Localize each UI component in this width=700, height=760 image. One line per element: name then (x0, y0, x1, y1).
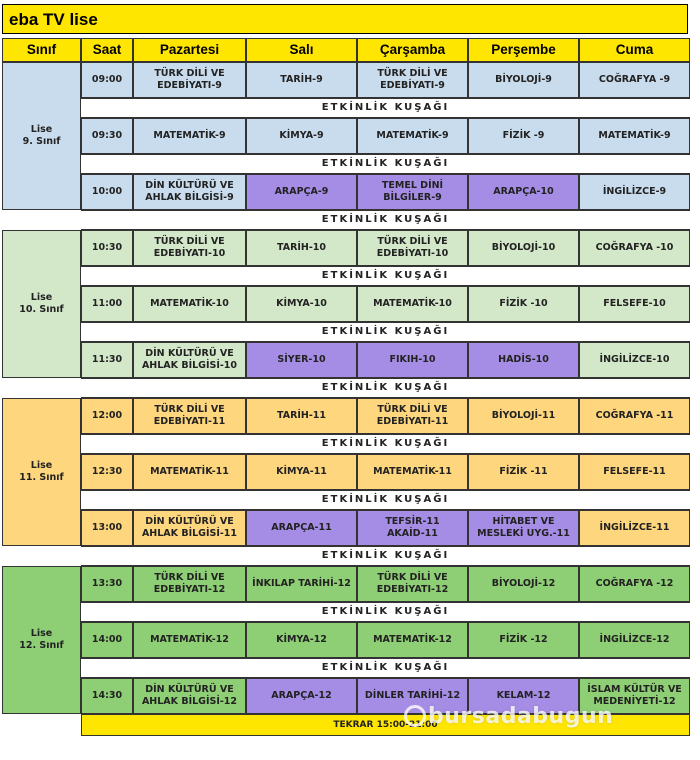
lesson-cell: ARAPÇA-11 (246, 510, 357, 546)
lesson-cell: İNGİLİZCE-9 (579, 174, 690, 210)
column-header: Çarşamba (357, 38, 468, 62)
lesson-cell: DİN KÜLTÜRÜ VE AHLAK BİLGİSİ-11 (133, 510, 246, 546)
tekrar-row: TEKRAR 15:00-21:00 (81, 714, 690, 736)
page-title: eba TV lise (2, 4, 688, 34)
time-cell: 09:00 (81, 62, 133, 98)
lesson-cell: TÜRK DİLİ VE EDEBİYATI-10 (357, 230, 468, 266)
break-strip: ETKİNLİK KUŞAĞI (81, 266, 690, 286)
lesson-cell: TÜRK DİLİ VE EDEBİYATI-9 (133, 62, 246, 98)
lesson-cell: KİMYA-9 (246, 118, 357, 154)
lesson-cell: FİZİK -10 (468, 286, 579, 322)
lesson-cell: MATEMATİK-9 (579, 118, 690, 154)
time-cell: 14:00 (81, 622, 133, 658)
lesson-cell: BİYOLOJİ-11 (468, 398, 579, 434)
watermark-text: bursadabugun (428, 704, 614, 729)
lesson-cell: FİZİK -11 (468, 454, 579, 490)
lesson-cell: İNGİLİZCE-10 (579, 342, 690, 378)
grade-label: Lise 9. Sınıf (2, 62, 81, 210)
lesson-cell: ARAPÇA-9 (246, 174, 357, 210)
lesson-cell: BİYOLOJİ-10 (468, 230, 579, 266)
break-strip: ETKİNLİK KUŞAĞI (81, 322, 690, 342)
lesson-cell: FELSEFE-10 (579, 286, 690, 322)
lesson-cell: SİYER-10 (246, 342, 357, 378)
time-cell: 14:30 (81, 678, 133, 714)
column-header: Perşembe (468, 38, 579, 62)
lesson-cell: HİTABET VE MESLEKİ UYG.-11 (468, 510, 579, 546)
grade-label: Lise 11. Sınıf (2, 398, 81, 546)
lesson-cell: TÜRK DİLİ VE EDEBİYATI-11 (357, 398, 468, 434)
break-strip: ETKİNLİK KUŞAĞI (81, 378, 690, 398)
lesson-cell: DİN KÜLTÜRÜ VE AHLAK BİLGİSİ-9 (133, 174, 246, 210)
lesson-cell: FIKIH-10 (357, 342, 468, 378)
lesson-cell: KİMYA-11 (246, 454, 357, 490)
lesson-cell: ARAPÇA-10 (468, 174, 579, 210)
column-header: Pazartesi (133, 38, 246, 62)
lesson-cell: KELAM-12 (468, 678, 579, 714)
column-header: Saat (81, 38, 133, 62)
time-cell: 10:30 (81, 230, 133, 266)
lesson-cell: MATEMATİK-10 (357, 286, 468, 322)
time-cell: 13:00 (81, 510, 133, 546)
lesson-cell: MATEMATİK-9 (357, 118, 468, 154)
lesson-cell: DİNLER TARİHİ-12 (357, 678, 468, 714)
lesson-cell: TEFSİR-11 AKAİD-11 (357, 510, 468, 546)
lesson-cell: DİN KÜLTÜRÜ VE AHLAK BİLGİSİ-12 (133, 678, 246, 714)
time-cell: 11:30 (81, 342, 133, 378)
time-cell: 10:00 (81, 174, 133, 210)
lesson-cell: TÜRK DİLİ VE EDEBİYATI-12 (357, 566, 468, 602)
time-cell: 11:00 (81, 286, 133, 322)
lesson-cell: TÜRK DİLİ VE EDEBİYATI-11 (133, 398, 246, 434)
lesson-cell: TARİH-9 (246, 62, 357, 98)
lesson-cell: TÜRK DİLİ VE EDEBİYATI-10 (133, 230, 246, 266)
break-strip: ETKİNLİK KUŞAĞI (81, 98, 690, 118)
lesson-cell: İNGİLİZCE-11 (579, 510, 690, 546)
lesson-cell: KİMYA-12 (246, 622, 357, 658)
lesson-cell: TÜRK DİLİ VE EDEBİYATI-9 (357, 62, 468, 98)
lesson-cell: BİYOLOJİ-12 (468, 566, 579, 602)
lesson-cell: COĞRAFYA -9 (579, 62, 690, 98)
column-header: Cuma (579, 38, 690, 62)
break-strip: ETKİNLİK KUŞAĞI (81, 434, 690, 454)
lesson-cell: DİN KÜLTÜRÜ VE AHLAK BİLGİSİ-10 (133, 342, 246, 378)
lesson-cell: COĞRAFYA -11 (579, 398, 690, 434)
lesson-cell: COĞRAFYA -12 (579, 566, 690, 602)
break-strip: ETKİNLİK KUŞAĞI (81, 490, 690, 510)
break-strip: ETKİNLİK KUŞAĞI (81, 210, 690, 230)
break-strip: ETKİNLİK KUŞAĞI (81, 546, 690, 566)
lesson-cell: MATEMATİK-11 (357, 454, 468, 490)
lesson-cell: MATEMATİK-11 (133, 454, 246, 490)
lesson-cell: TARİH-10 (246, 230, 357, 266)
column-header: Salı (246, 38, 357, 62)
lesson-cell: TÜRK DİLİ VE EDEBİYATI-12 (133, 566, 246, 602)
break-strip: ETKİNLİK KUŞAĞI (81, 658, 690, 678)
watermark-logo-icon (404, 705, 426, 727)
lesson-cell: MATEMATİK-9 (133, 118, 246, 154)
lesson-cell: COĞRAFYA -10 (579, 230, 690, 266)
break-strip: ETKİNLİK KUŞAĞI (81, 602, 690, 622)
lesson-cell: FELSEFE-11 (579, 454, 690, 490)
lesson-cell: MATEMATİK-12 (133, 622, 246, 658)
lesson-cell: BİYOLOJİ-9 (468, 62, 579, 98)
lesson-cell: TEMEL DİNİ BİLGİLER-9 (357, 174, 468, 210)
break-strip: ETKİNLİK KUŞAĞI (81, 154, 690, 174)
column-header: Sınıf (2, 38, 81, 62)
lesson-cell: FİZİK -12 (468, 622, 579, 658)
lesson-cell: İSLAM KÜLTÜR VE MEDENİYETİ-12 (579, 678, 690, 714)
lesson-cell: KİMYA-10 (246, 286, 357, 322)
grade-label: Lise 10. Sınıf (2, 230, 81, 378)
grade-label: Lise 12. Sınıf (2, 566, 81, 714)
lesson-cell: FİZİK -9 (468, 118, 579, 154)
lesson-cell: TARİH-11 (246, 398, 357, 434)
lesson-cell: ARAPÇA-12 (246, 678, 357, 714)
lesson-cell: İNGİLİZCE-12 (579, 622, 690, 658)
time-cell: 12:00 (81, 398, 133, 434)
lesson-cell: MATEMATİK-10 (133, 286, 246, 322)
time-cell: 12:30 (81, 454, 133, 490)
time-cell: 09:30 (81, 118, 133, 154)
lesson-cell: MATEMATİK-12 (357, 622, 468, 658)
lesson-cell: HADİS-10 (468, 342, 579, 378)
time-cell: 13:30 (81, 566, 133, 602)
lesson-cell: İNKILAP TARİHİ-12 (246, 566, 357, 602)
